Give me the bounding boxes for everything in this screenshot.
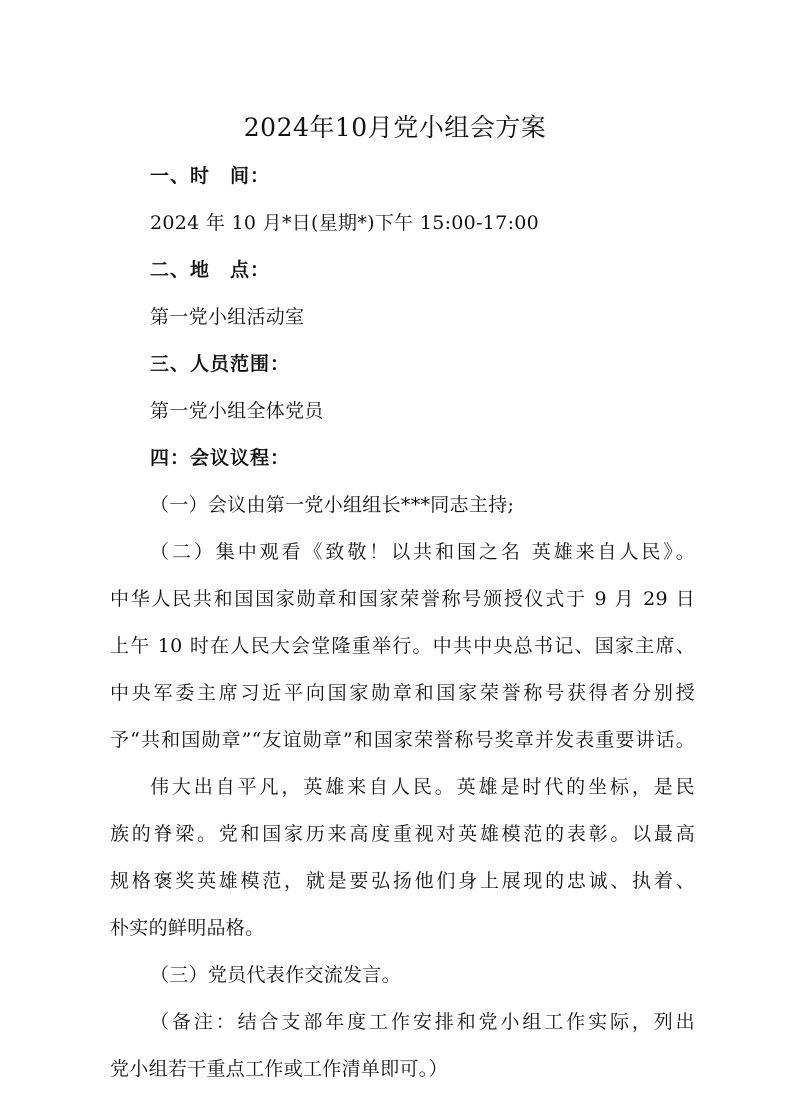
text-line: （二）集中观看《致敬！以共和国之名 英雄来自人民》。 (150, 541, 695, 563)
text-line: （备注：结合支部年度工作安排和党小组工作实际，列出 (150, 1011, 695, 1033)
agenda-item-1: （一）会议由第一党小组组长***同志主持; (150, 494, 515, 516)
text-line: 中央军委主席习近平向国家勋章和国家荣誉称号获得者分别授 (110, 682, 695, 704)
section-heading-agenda: 四：会议议程： (150, 447, 291, 469)
text-line: 规格褒奖英雄模范，就是要弘扬他们身上展现的忠诚、执着、 (110, 870, 695, 892)
agenda-item-3: （三）党员代表作交流发言。 (150, 964, 401, 986)
text-line: 朴实的鲜明品格。 (110, 917, 265, 939)
section-heading-time: 一、时 间： (150, 165, 271, 187)
text-line: 上午 10 时在人民大会堂隆重举行。中共中央总书记、国家主席、 (110, 635, 695, 657)
document-title: 2024年10月党小组会方案 (243, 113, 547, 142)
section-heading-scope: 三、人员范围： (150, 353, 291, 375)
text-line: 中华人民共和国国家勋章和国家荣誉称号颁授仪式于 9 月 29 日 (110, 588, 695, 610)
text-line: 予“共和国勋章”“友谊勋章”和国家荣誉称号奖章并发表重要讲话。 (110, 729, 695, 751)
scope-content: 第一党小组全体党员 (150, 400, 324, 422)
text-line: 族的脊梁。党和国家历来高度重视对英雄模范的表彰。以最高 (110, 823, 695, 845)
text-line: 伟大出自平凡，英雄来自人民。英雄是时代的坐标，是民 (150, 776, 695, 798)
text-line: 党小组若干重点工作或工作清单即可。） (110, 1058, 448, 1080)
place-content: 第一党小组活动室 (150, 306, 305, 328)
section-heading-place: 二、地 点： (150, 259, 271, 281)
time-content: 2024 年 10 月*日(星期*)下午 15:00-17:00 (150, 212, 540, 234)
